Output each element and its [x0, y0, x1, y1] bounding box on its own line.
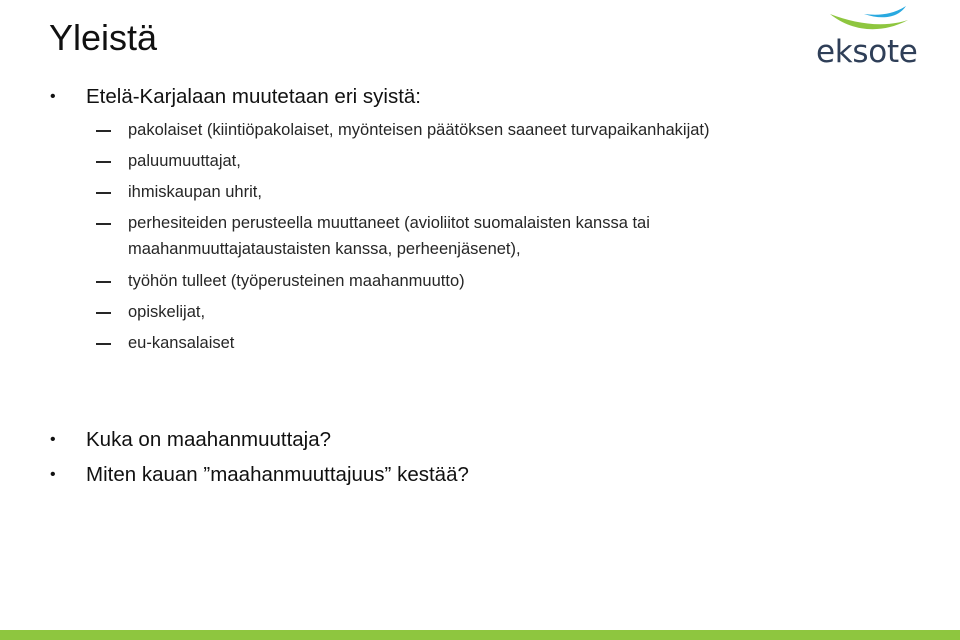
eksote-logo: [812, 2, 924, 74]
bullet-text: Kuka on maahanmuuttaja?: [86, 428, 332, 451]
sub-bullet-text: työhön tulleet (työperusteinen maahanmuutto): [128, 272, 465, 290]
sub-bullet-text: opiskelijat,: [128, 303, 206, 321]
dash-icon: [96, 192, 111, 194]
dash-icon: [96, 281, 111, 283]
dash-icon: [96, 343, 111, 345]
slide-title: Yleistä: [49, 17, 158, 58]
sub-bullet-text: ihmiskaupan uhrit,: [128, 183, 262, 201]
bullet-dot-icon: •: [50, 466, 56, 483]
bullet-dot-icon: •: [50, 88, 56, 105]
sub-bullet-text: paluumuuttajat,: [128, 152, 241, 170]
logo-text: eksote: [816, 34, 918, 70]
footer-bar: [0, 630, 960, 640]
dash-icon: [96, 223, 111, 225]
bullet-text: Etelä-Karjalaan muutetaan eri syistä:: [86, 85, 422, 108]
bullet-text: Miten kauan ”maahanmuuttajuus” kestää?: [86, 463, 469, 486]
dash-icon: [96, 161, 111, 163]
bullet-dot-icon: •: [50, 431, 56, 448]
sub-bullet-text: perhesiteiden perusteella muuttaneet (avioliitot suomalaisten kanssa tai maahanmuuttajataustaisten kanssa, perheenjäsenet),: [128, 214, 650, 258]
dash-icon: [96, 312, 111, 314]
dash-icon: [96, 130, 111, 132]
sub-bullet-text: eu-kansalaiset: [128, 334, 235, 352]
sub-bullet-text: pakolaiset (kiintiöpakolaiset, myönteisen päätöksen saaneet turvapaikanhakijat): [128, 121, 710, 139]
